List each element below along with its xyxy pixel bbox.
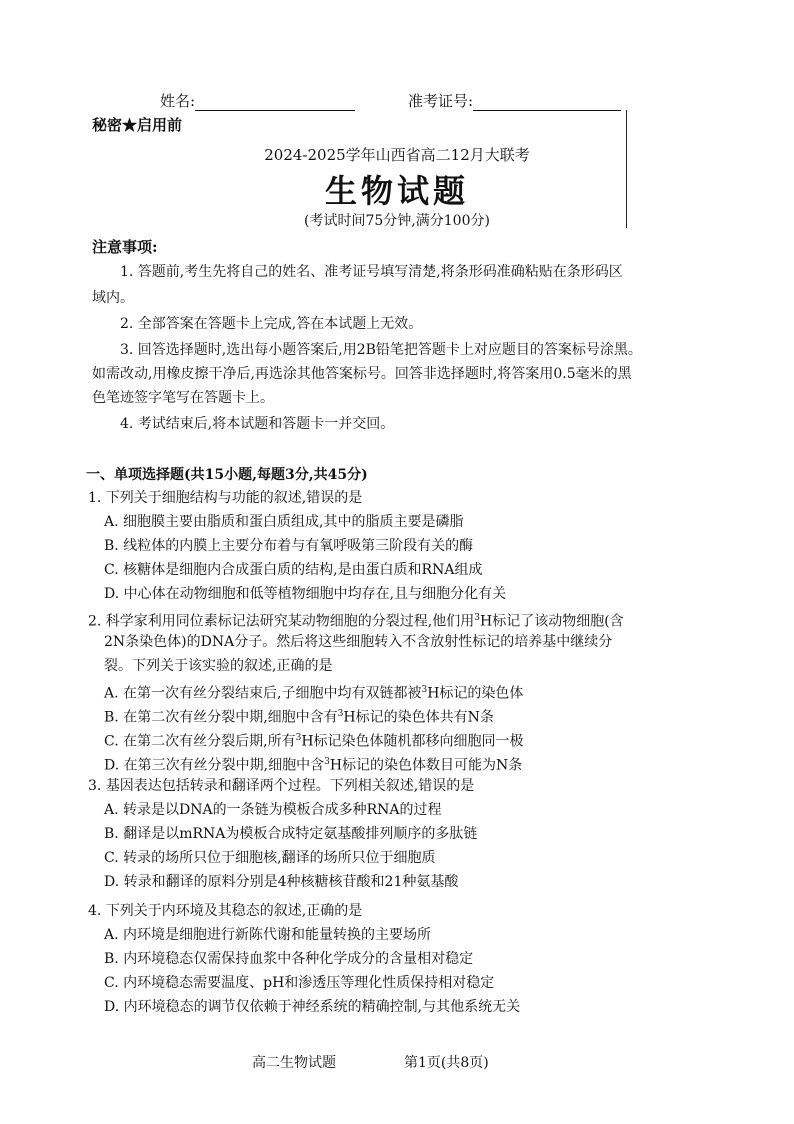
note-1-line1: 1. 答题前,考生先将自己的姓名、准考证号填写清楚,将条形码准确粘贴在条形码区 [120, 264, 623, 280]
note-4: 4. 考试结束后,将本试题和答题卡一并交回。 [120, 416, 395, 432]
question-2-option-a-text-end: H标记的染色体 [427, 685, 524, 702]
question-2-stem-line2: 2N条染色体)的DNA分子。然后将这些细胞转入不含放射性标记的培养基中继续分 [104, 634, 613, 650]
name-label: 姓名: [160, 92, 196, 110]
question-3-option-c: C. 转录的场所只位于细胞核,翻译的场所只位于细胞质 [104, 850, 436, 866]
notes-heading: 注意事项: [92, 238, 158, 256]
exam-duration: (考试时间75分钟,满分100分) [304, 213, 490, 229]
question-1-option-d: D. 中心体在动物细胞和低等植物细胞中均存在,且与细胞分化有关 [104, 586, 507, 602]
question-4-stem: 4. 下列关于内环境及其稳态的叙述,正确的是 [88, 903, 363, 919]
question-2-stem-line1 [88, 607, 624, 633]
question-1-stem: 1. 下列关于细胞结构与功能的叙述,错误的是 [88, 490, 363, 506]
question-4-option-c: C. 内环境稳态需要温度、pH和渗透压等理化性质保持相对稳定 [104, 975, 495, 991]
question-2-option-c-text-end: H标记染色体随机都移向细胞同一极 [301, 733, 524, 750]
name-blank-line [195, 92, 355, 111]
exam-id-label: 准考证号: [408, 92, 474, 110]
question-2-stem-line1-b: H标记了该动物细胞(含 [480, 613, 624, 630]
question-2-stem-line3: 裂。下列关于该实验的叙述,正确的是 [104, 658, 333, 674]
note-3-line3: 色笔迹签字笔写在答题卡上。 [92, 390, 274, 406]
question-2-option-c [104, 727, 524, 753]
name-field [160, 90, 355, 111]
note-2: 2. 全部答案在答题卡上完成,答在本试题上无效。 [120, 316, 423, 332]
question-2-option-d-text: D. 在第三次有丝分裂中期,细胞中含 [104, 757, 325, 774]
question-4-option-b: B. 内环境稳态仅需保持血浆中各种化学成分的含量相对稳定 [104, 951, 474, 967]
question-4-option-d: D. 内环境稳态的调节仅依赖于神经系统的精确控制,与其他系统无关 [104, 999, 521, 1015]
question-2-stem-line1-a: 2. 科学家利用同位素标记法研究某动物细胞的分裂过程,他们用 [88, 613, 475, 630]
exam-id-blank-line [473, 92, 621, 111]
question-3-option-a: A. 转录是以DNA的一条链为模板合成多种RNA的过程 [104, 802, 442, 818]
footer-page-number: 第1页(共8页) [404, 1055, 489, 1071]
question-2-option-b-text: B. 在第二次有丝分裂中期,细胞中含有 [104, 709, 338, 726]
question-2-option-c-text: C. 在第二次有丝分裂后期,所有 [104, 733, 296, 750]
question-1-option-c: C. 核糖体是细胞内合成蛋白质的结构,是由蛋白质和RNA组成 [104, 562, 483, 578]
question-1-option-a: A. 细胞膜主要由脂质和蛋白质组成,其中的脂质主要是磷脂 [104, 514, 464, 530]
question-2-option-d-text-end: H标记的染色体数目可能为N条 [329, 757, 523, 774]
question-2-option-c-sup: 3 [295, 733, 302, 743]
exam-name: 2024-2025学年山西省高二12月大联考 [264, 146, 530, 164]
note-1-line2: 域内。 [92, 290, 134, 306]
question-2-option-d [104, 751, 522, 777]
question-2-option-b-text-end: H标记的染色体共有N条 [343, 709, 494, 726]
question-3-option-b: B. 翻译是以mRNA为模板合成特定氨基酸排列顺序的多肽链 [104, 826, 478, 842]
question-2-option-a-sup: 3 [421, 685, 428, 695]
section-1-heading: 一、单项选择题(共15小题,每题3分,共45分) [86, 467, 368, 483]
subject-title: 生物试题 [324, 172, 469, 210]
question-3-option-d: D. 转录和翻译的原料分别是4种核糖核苷酸和21种氨基酸 [104, 874, 459, 890]
question-2-option-d-sup: 3 [324, 757, 330, 767]
question-3-stem: 3. 基因表达包括转录和翻译两个过程。下列相关叙述,错误的是 [88, 778, 475, 794]
footer-subject: 高二生物试题 [252, 1055, 336, 1071]
question-2-stem-line1-sup: 3 [474, 613, 480, 623]
question-4-option-a: A. 内环境是细胞进行新陈代谢和能量转换的主要场所 [104, 927, 432, 943]
question-2-option-a [104, 679, 523, 705]
note-3-line2: 如需改动,用橡皮擦干净后,再选涂其他答案标号。回答非选择题时,将答案用0.5毫米的黑 [92, 366, 632, 382]
question-1-option-b: B. 线粒体的内膜上主要分布着与有氧呼吸第三阶段有关的酶 [104, 538, 474, 554]
question-2-option-a-text: A. 在第一次有丝分裂结束后,子细胞中均有双链都被 [104, 685, 422, 702]
exam-id-field [408, 90, 621, 111]
note-3-line1: 3. 回答选择题时,选出每小题答案后,用2B铅笔把答题卡上对应题目的答案标号涂黑。 [120, 342, 642, 358]
question-2-option-b-sup: 3 [337, 709, 344, 719]
question-2-option-b [104, 703, 494, 729]
secret-label: 秘密★启用前 [92, 116, 183, 134]
